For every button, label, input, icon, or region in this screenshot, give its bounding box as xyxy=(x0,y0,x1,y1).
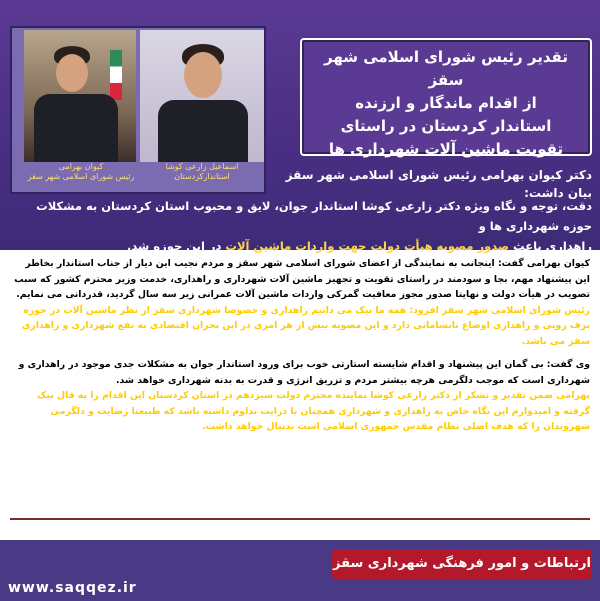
article-paragraph: کیوان بهرامی گفت: اینجانب به نمایندگی از اعضای شورای اسلامی شهر سقز و مردم نجیب این دیار از جناب استاندار بخاطر این پیشنهاد مهم، بجا و سودمند در راستای تقویت و تجهیز ماشین آلات شهرداری و راهداری، خدمت وزیر محترم کشور که سبب تصویب در هیأت دولت و نهایتا صدور مجوز معافیت گمرکی واردات ماشین آلات عمرانی زیر سه سال گردید، قدردانی می نمایم. xyxy=(14,258,590,300)
headline-box xyxy=(300,38,592,156)
article-body xyxy=(10,256,590,520)
photo-council-head xyxy=(24,30,136,162)
intro-part: در این حوزه شد. xyxy=(127,239,226,253)
caption-role: استاندارکردستان xyxy=(174,172,230,181)
intro-part: راهداری باعث xyxy=(509,239,592,253)
face-shape xyxy=(56,54,88,92)
caption-name: کیوان بهرامی xyxy=(58,162,104,171)
intro-part: دقت، توجه و نگاه ویژه دکتر زارعی کوشا استاندار جوان، لایق و محبوب استان کردستان به مشکلات حوزه شهرداری ها و xyxy=(36,199,592,233)
caption-governor xyxy=(140,162,264,192)
face-shape xyxy=(184,52,222,98)
intro-highlight: صدور مصوبه هیأت دولت جهت واردات ماشین آلات xyxy=(225,239,510,253)
intro-text xyxy=(8,196,592,256)
iran-flag-icon xyxy=(110,50,122,100)
caption-council-head xyxy=(26,162,136,192)
photo-governor xyxy=(140,30,264,162)
article-paragraph-highlight: بهرامی ضمن تقدیر و تشکر از دکتر زارعی کوشا نماینده محترم دولت سیزدهم در استان کردستان این اقدام را به فال نیک گرفته و امیدوارم این نگاه خاص به راهداری و شهرداری همچنان با درایت تداوم داشته باشد که طبیعتا رضایت و دلگرمی شهروندان را که هدف اصلی نظام مقدس جمهوری اسلامی است بدنبال خواهد داشت. xyxy=(37,390,590,432)
divider-line xyxy=(10,518,590,520)
caption-name: اسماعیل زارعی کوشا xyxy=(165,162,239,171)
headline-line: از اقدام ماندگار و ارزنده xyxy=(355,94,537,112)
suit-shape xyxy=(34,94,118,162)
headline-line: تقدیر رئیس شورای اسلامی شهر سقز xyxy=(324,48,568,89)
suit-shape xyxy=(158,100,248,162)
website-link[interactable]: www.saqqez.ir xyxy=(8,580,137,596)
statement-line: دکتر کیوان بهرامی رئیس شورای اسلامی شهر سقز بیان داشت: xyxy=(285,168,592,200)
article-paragraph-highlight: رئیس شورای اسلامی شهر سقز افزود: همه ما نیک می دانیم راهداری و خصوصا شهرداری سقز از نظر ماشین آلات در حوزه برف روبی و راهداری اوضاع نابسامانی دارد و این مصوبه بیش از هر امری در این بحران اقتصادی به نفع شهرداری و راهداری سقز می باشد. xyxy=(21,304,590,347)
caption-role: رئیس شورای اسلامی شهر سقز xyxy=(27,172,135,181)
headline-line: تقویت ماشین آلات شهرداری ها xyxy=(328,140,564,158)
publisher-badge: ارتباطات و امور فرهنگی شهرداری سقز xyxy=(332,549,592,579)
headline-line: استاندار کردستان در راستای xyxy=(340,117,552,135)
photo-box xyxy=(10,26,266,194)
article-paragraph: وی گفت: بی گمان این پیشنهاد و اقدام شایسته استارتی خوب برای ورود استاندار جوان به مشکلات جدی موجود در راهداری و شهرداری است که موجب دلگرمی هرچه بیشتر مردم و تزریق انرژی و قدرت به بدنه شهرداری خواهد شد. xyxy=(18,359,590,386)
